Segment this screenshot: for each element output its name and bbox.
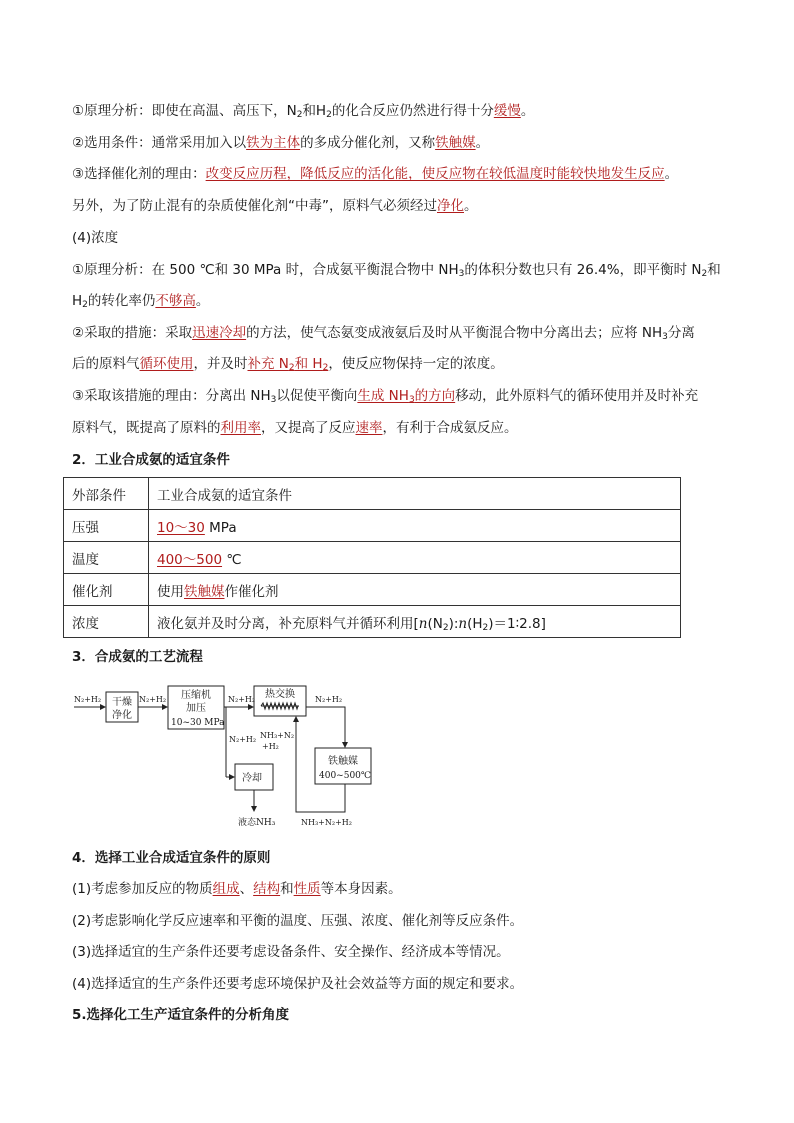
process-flow-diagram xyxy=(72,680,372,832)
concentration-principle-line2: $H_2$的转化率仍不够高。 xyxy=(72,293,210,310)
section3-heading: 3．合成氨的工艺流程 xyxy=(72,649,203,665)
heat-exchanger-label: 热交换 xyxy=(265,689,295,700)
section2-heading: 2．工业合成氨的适宜条件 xyxy=(72,452,230,468)
principle-item-4: (4)选择适宜的生产条件还要考虑环境保护及社会效益等方面的规定和要求。 xyxy=(72,976,524,992)
principle-item-2: (2)考虑影响化学反应速率和平衡的温度、压强、浓度、催化剂等反应条件。 xyxy=(72,913,524,929)
catalyst-label-1: 铁触媒 xyxy=(328,756,358,767)
catalyst-condition: ②选用条件：通常采用加入以铁为主体的多成分催化剂，又称铁触媒。 xyxy=(72,135,490,151)
dry-label-2: 净化 xyxy=(112,710,132,721)
concentration-reason-line1: ③采取该措施的理由：分离出 $NH_3$以促使平衡向生成 $NH_3$的方向移动，此外原料气的循环使用并及时补充 xyxy=(72,388,699,405)
table-header-cell: 外部条件 xyxy=(64,478,149,510)
after-dry-label: N₂+H₂ xyxy=(139,695,167,704)
table-cell: 压强 xyxy=(64,510,149,542)
table-row xyxy=(64,574,681,606)
principle-item-1: (1)考虑参加反应的物质组成、结构和性质等本身因素。 xyxy=(72,881,402,897)
table-cell: 使用铁触媒作催化剂 xyxy=(149,574,681,606)
dry-label-1: 干燥 xyxy=(112,697,132,708)
loop-label: NH₃+N₂+H₂ xyxy=(301,818,352,827)
comp-label-3: 10~30 MPa xyxy=(171,718,225,728)
cooler-label: 冷却 xyxy=(242,773,262,784)
comp-label-2: 加压 xyxy=(186,703,206,714)
liquid-nh3-label: 液态NH₃ xyxy=(238,818,276,828)
feed-label: N₂+H₂ xyxy=(74,695,102,704)
table-cell: 温度 xyxy=(64,542,149,574)
table-cell: 液化氨并及时分离，补充原料气并循环利用$[n(N_2):n(H_2)=1∶2.8]$ xyxy=(149,606,681,638)
after-hx-label: N₂+H₂ xyxy=(315,695,343,704)
back-label-1: NH₃+N₂ xyxy=(260,731,295,740)
to-cooler-label: N₂+H₂ xyxy=(229,735,257,744)
catalyst-reason: ③选择催化剂的理由：改变反应历程，降低反应的活化能，使反应物在较低温度时能较快地发生反应。 xyxy=(72,166,679,182)
comp-label-1: 压缩机 xyxy=(181,690,211,701)
table-row xyxy=(64,606,681,638)
table-header-cell: 工业合成氨的适宜条件 xyxy=(149,478,681,510)
table-cell: 浓度 xyxy=(64,606,149,638)
after-comp-label: N₂+H₂ xyxy=(228,695,256,704)
concentration-heading: (4)浓度 xyxy=(72,230,119,246)
principle-item-3: (3)选择适宜的生产条件还要考虑设备条件、安全操作、经济成本等情况。 xyxy=(72,944,510,960)
arrow-hx-to-cat xyxy=(306,707,345,747)
catalyst-label-2: 400~500℃ xyxy=(319,771,371,781)
catalyst-principle: ①原理分析：即使在高温、高压下，$N_2$和$H_2$的化合反应仍然进行得十分缓慢。 xyxy=(72,103,535,120)
table-cell: 催化剂 xyxy=(64,574,149,606)
section4-heading: 4．选择工业合成适宜条件的原则 xyxy=(72,850,271,866)
table-row xyxy=(64,510,681,542)
table-row xyxy=(64,542,681,574)
concentration-measure-line2: 后的原料气循环使用，并及时补充 $N_2$和 $H_2$，使反应物保持一定的浓度。 xyxy=(72,356,504,373)
table-cell: 10～30 MPa xyxy=(149,510,681,542)
back-label-2: +H₂ xyxy=(262,742,279,751)
concentration-principle-line1: ①原理分析：在 500 ℃和 30 MPa 时，合成氨平衡混合物中 $NH_3$的体积分数也只有 26.4%，即平衡时 $N_2$和 xyxy=(72,262,721,279)
section5-heading: 5.选择化工生产适宜条件的分析角度 xyxy=(72,1007,290,1023)
concentration-reason-line2: 原料气，既提高了原料的利用率，又提高了反应速率，有利于合成氨反应。 xyxy=(72,420,518,436)
conditions-table xyxy=(63,477,681,638)
concentration-measure-line1: ②采取的措施：采取迅速冷却的方法，使气态氨变成液氨后及时从平衡混合物中分离出去；应将 $NH_3$分离 xyxy=(72,325,695,342)
catalyst-purify-note: 另外，为了防止混有的杂质使催化剂“中毒”，原料气必须经过净化。 xyxy=(72,198,478,214)
table-cell: 400～500 ℃ xyxy=(149,542,681,574)
table-row xyxy=(64,478,681,510)
